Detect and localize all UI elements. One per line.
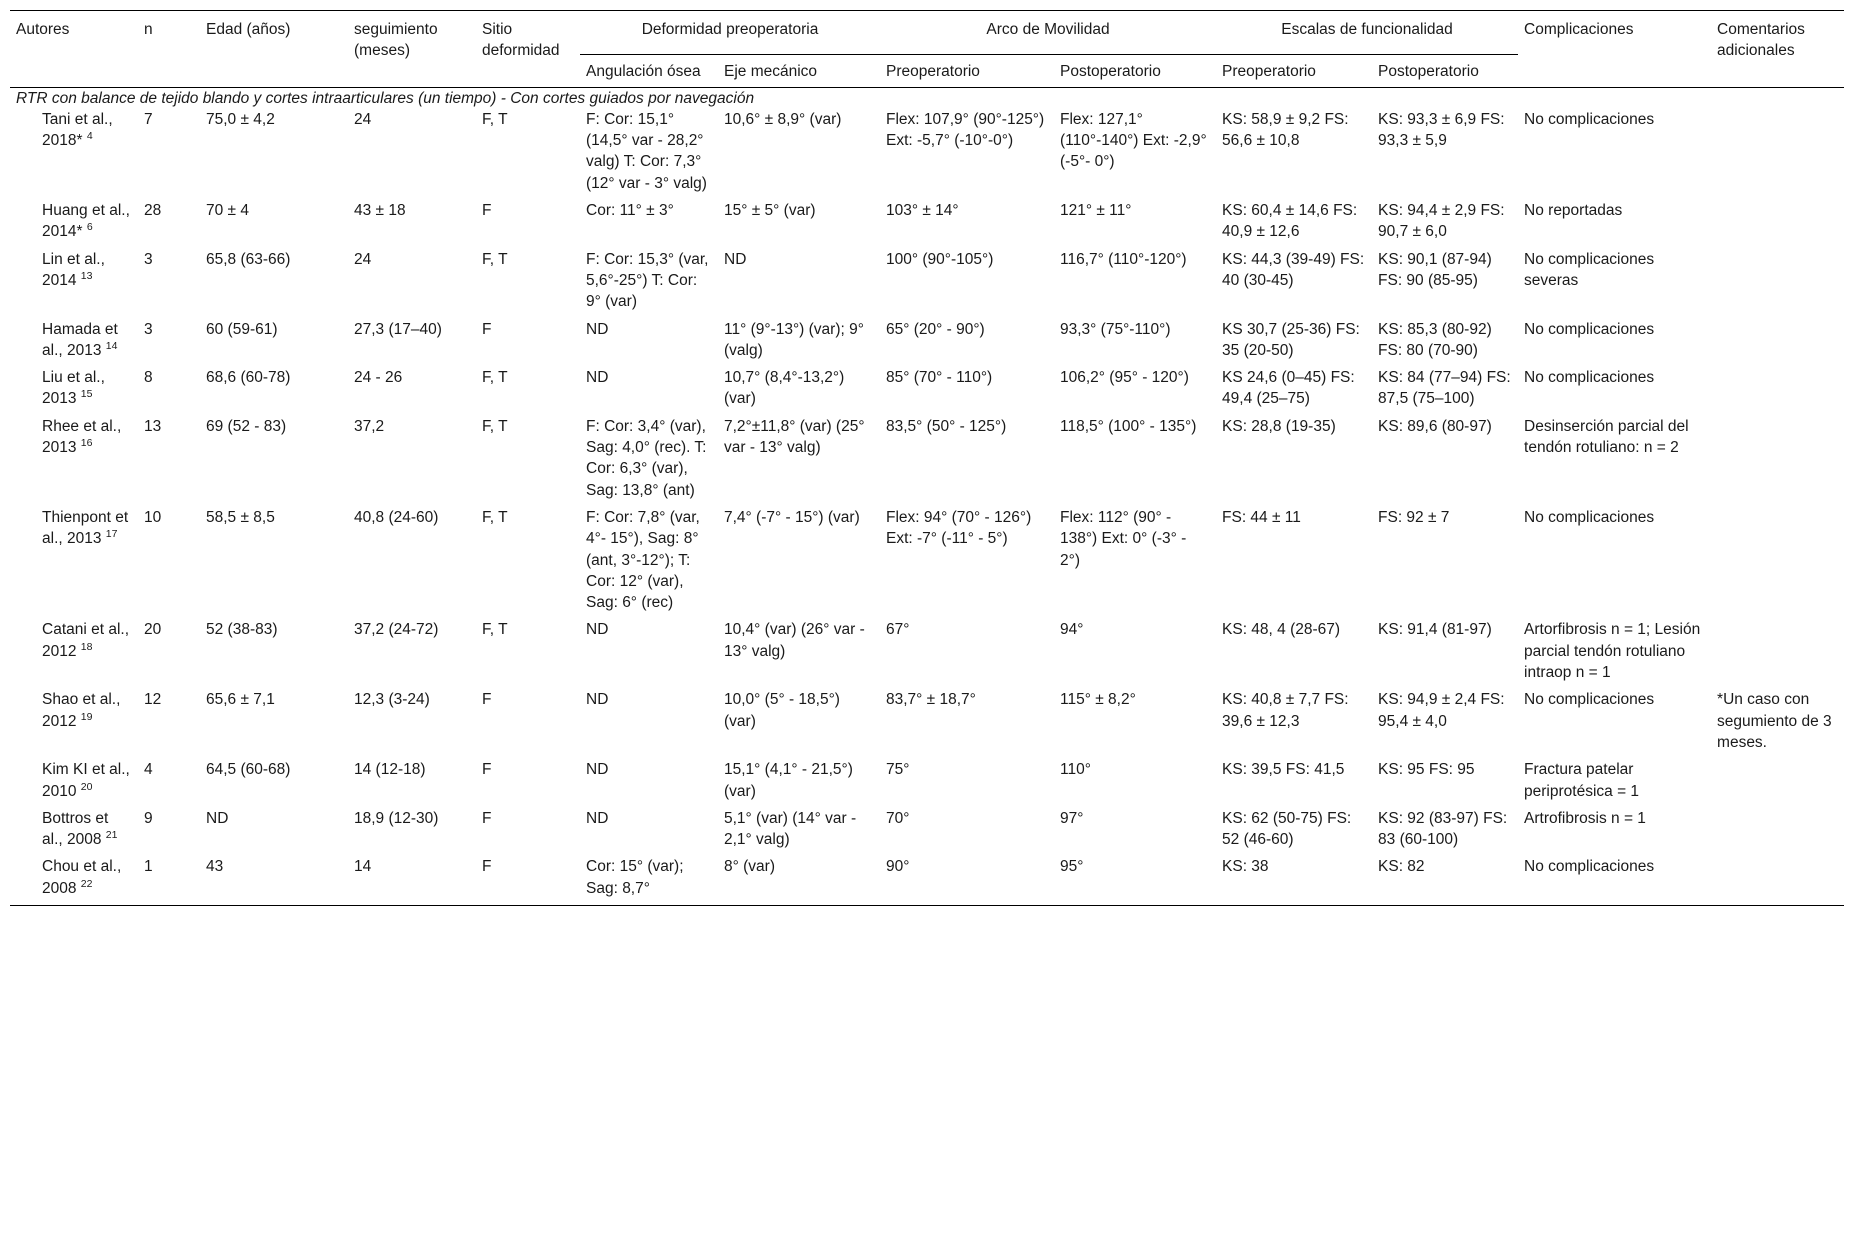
cell-arco-pre: 75° (886, 761, 910, 779)
reference-number: 20 (80, 780, 93, 793)
cell-angulacion: ND (586, 621, 609, 639)
table-row (10, 319, 1844, 368)
cell-complicaciones: Artrofibrosis n = 1 (1524, 809, 1646, 827)
reference-number: 13 (80, 269, 93, 282)
header-n: n (144, 21, 153, 38)
cell-autor (10, 109, 138, 200)
cell-n: 4 (144, 761, 153, 779)
autor-text: Liu et al., 2013 (42, 369, 105, 408)
cell-arco-post: 116,7° (110°-120°) (1060, 250, 1187, 268)
cell-seguimiento: 18,9 (12-30) (354, 809, 439, 827)
cell-escala-pre: KS: 58,9 ± 9,2 FS: 56,6 ± 10,8 (1222, 110, 1349, 150)
cell-escala-pre: KS: 48, 4 (28-67) (1222, 621, 1341, 639)
cell-comentarios: *Un caso con segumiento de 3 meses. (1717, 691, 1832, 751)
reference-number: 19 (80, 710, 93, 723)
cell-arco-post: 121° ± 11° (1060, 202, 1132, 220)
cell-n: 8 (144, 369, 153, 387)
table-row (10, 808, 1844, 857)
header-escala-pre: Preoperatorio (1222, 63, 1316, 81)
header-arco-post: Postoperatorio (1060, 63, 1161, 81)
cell-escala-post: KS: 84 (77–94) FS: 87,5 (75–100) (1378, 369, 1511, 408)
cell-autor (10, 808, 138, 857)
cell-angulacion: Cor: 15° (var); Sag: 8,7° (586, 858, 684, 897)
cell-n: 10 (144, 508, 162, 526)
cell-escala-post: KS: 95 FS: 95 (1378, 761, 1475, 779)
cell-arco-post: 110° (1060, 761, 1091, 779)
cell-eje: 10,7° (8,4°-13,2°) (var) (724, 369, 845, 408)
cell-arco-pre: 83,5° (50° - 125°) (886, 417, 1007, 435)
cell-eje: 10,6° ± 8,9° (var) (724, 110, 842, 128)
header-deformidad: Deformidad preoperatoria (580, 11, 880, 55)
header-escalas: Escalas de funcionalidad (1216, 11, 1518, 55)
cell-escala-post: KS: 93,3 ± 6,9 FS: 93,3 ± 5,9 (1378, 110, 1505, 150)
cell-seguimiento: 40,8 (24-60) (354, 508, 439, 526)
cell-arco-pre: Flex: 94° (70° - 126°) Ext: -7° (-11° - 5°) (886, 508, 1032, 548)
reference-number: 14 (105, 339, 118, 352)
autor-text: Bottros et al., 2008 (42, 809, 109, 849)
results-table (10, 10, 1844, 906)
header-edad: Edad (años) (206, 21, 291, 38)
cell-comentarios (1711, 808, 1844, 857)
cell-escala-pre: KS: 38 (1222, 858, 1269, 876)
cell-comentarios (1711, 200, 1844, 249)
cell-sitio: F (482, 202, 492, 220)
cell-arco-pre: Flex: 107,9° (90°-125°) Ext: -5,7° (-10°-0°) (886, 110, 1045, 150)
cell-arco-post: 93,3° (75°-110°) (1060, 320, 1171, 338)
cell-edad: 69 (52 - 83) (206, 417, 287, 435)
cell-edad: 43 (206, 858, 224, 876)
cell-edad: 65,8 (63-66) (206, 250, 291, 268)
cell-comentarios (1711, 507, 1844, 619)
table-row (10, 109, 1844, 200)
cell-edad: 58,5 ± 8,5 (206, 508, 275, 526)
cell-angulacion: F: Cor: 15,3° (var, 5,6°-25°) T: Cor: 9° (var) (586, 250, 709, 311)
cell-escala-pre: KS: 62 (50-75) FS: 52 (46-60) (1222, 809, 1352, 849)
cell-autor (10, 319, 138, 368)
cell-sitio: F, T (482, 417, 508, 435)
cell-arco-post: Flex: 127,1° (110°-140°) Ext: -2,9° (-5°- 0°) (1060, 110, 1207, 171)
cell-autor (10, 507, 138, 619)
autor-text: Hamada et al., 2013 (42, 320, 118, 359)
cell-angulacion: Cor: 11° ± 3° (586, 202, 674, 220)
header-arco: Arco de Movilidad (880, 11, 1216, 55)
cell-edad: 68,6 (60-78) (206, 369, 291, 387)
cell-seguimiento: 37,2 (24-72) (354, 621, 439, 639)
cell-complicaciones: No complicaciones (1524, 110, 1655, 128)
cell-arco-post: 115° ± 8,2° (1060, 691, 1136, 709)
cell-comentarios (1711, 856, 1844, 905)
table-row (10, 689, 1844, 759)
cell-complicaciones: Fractura patelar periprotésica = 1 (1524, 761, 1640, 800)
cell-complicaciones: Desinserción parcial del tendón rotuliano: n = 2 (1524, 417, 1689, 457)
cell-escala-post: KS: 90,1 (87-94) FS: 90 (85-95) (1378, 250, 1492, 289)
cell-escala-pre: KS: 44,3 (39-49) FS: 40 (30-45) (1222, 250, 1365, 289)
cell-escala-post: KS: 82 (1378, 858, 1425, 876)
cell-seguimiento: 24 - 26 (354, 369, 403, 387)
cell-sitio: F, T (482, 250, 508, 268)
autor-text: Tani et al., 2018* (42, 110, 113, 150)
cell-eje: 5,1° (var) (14° var - 2,1° valg) (724, 809, 857, 849)
table-row (10, 200, 1844, 249)
cell-seguimiento: 12,3 (3-24) (354, 691, 430, 709)
cell-comentarios (1711, 759, 1844, 808)
header-escala-post: Postoperatorio (1378, 63, 1479, 81)
autor-text: Chou et al., 2008 (42, 858, 122, 897)
cell-n: 7 (144, 110, 153, 128)
cell-comentarios (1711, 109, 1844, 200)
cell-eje: 7,4° (-7° - 15°) (var) (724, 508, 860, 526)
cell-escala-post: KS: 85,3 (80-92) FS: 80 (70-90) (1378, 320, 1492, 359)
cell-seguimiento: 37,2 (354, 417, 385, 435)
cell-complicaciones: No complicaciones (1524, 320, 1655, 338)
header-seguimiento: seguimiento (meses) (354, 21, 438, 60)
cell-escala-pre: KS 30,7 (25-36) FS: 35 (20-50) (1222, 320, 1360, 359)
reference-number: 18 (80, 640, 93, 653)
cell-eje: 10,4° (var) (26° var - 13° valg) (724, 621, 865, 660)
cell-arco-pre: 103° ± 14° (886, 202, 959, 220)
table-row (10, 856, 1844, 905)
cell-sitio: F (482, 858, 492, 876)
cell-complicaciones: No complicaciones (1524, 369, 1655, 387)
cell-escala-post: KS: 89,6 (80-97) (1378, 417, 1492, 435)
cell-arco-post: 106,2° (95° - 120°) (1060, 369, 1189, 387)
header-autores: Autores (16, 21, 70, 38)
cell-arco-post: Flex: 112° (90° - 138°) Ext: 0° (-3° - 2°) (1060, 508, 1187, 569)
header-complicaciones: Complicaciones (1524, 21, 1634, 38)
section-title: RTR con balance de tejido blando y cortes intraarticulares (un tiempo) - Con cortes guiados por navegación (16, 89, 755, 107)
cell-sitio: F, T (482, 621, 508, 639)
reference-number: 6 (86, 221, 93, 234)
cell-complicaciones: No complicaciones (1524, 508, 1655, 526)
cell-n: 12 (144, 691, 162, 709)
cell-angulacion: ND (586, 691, 609, 709)
cell-eje: 15,1° (4,1° - 21,5°) (var) (724, 761, 853, 800)
cell-angulacion: F: Cor: 3,4° (var), Sag: 4,0° (rec). T: Cor: 6,3° (var), Sag: 13,8° (ant) (586, 417, 707, 499)
cell-arco-pre: 67° (886, 621, 910, 639)
cell-angulacion: F: Cor: 15,1° (14,5° var - 28,2° valg) T: Cor: 7,3° (12° var - 3° valg) (586, 110, 707, 192)
reference-number: 17 (105, 528, 118, 541)
reference-number: 15 (80, 388, 93, 401)
cell-n: 3 (144, 320, 153, 338)
cell-n: 20 (144, 621, 162, 639)
cell-arco-post: 97° (1060, 809, 1084, 827)
cell-sitio: F, T (482, 508, 508, 526)
autor-text: Lin et al., 2014 (42, 250, 105, 289)
reference-number: 21 (105, 828, 118, 841)
table-row (10, 367, 1844, 416)
cell-escala-post: KS: 94,9 ± 2,4 FS: 95,4 ± 4,0 (1378, 691, 1505, 730)
cell-escala-pre: KS: 28,8 (19-35) (1222, 417, 1336, 435)
table-row (10, 507, 1844, 619)
cell-seguimiento: 14 (354, 858, 372, 876)
table-row (10, 416, 1844, 507)
reference-number: 16 (80, 436, 93, 449)
cell-escala-post: KS: 91,4 (81-97) (1378, 621, 1492, 639)
cell-sitio: F, T (482, 110, 508, 128)
header-comentarios: Comentarios adicionales (1717, 21, 1805, 60)
cell-autor (10, 416, 138, 507)
header-angulacion: Angulación ósea (586, 63, 701, 81)
cell-eje: 10,0° (5° - 18,5°) (var) (724, 691, 840, 730)
cell-autor (10, 856, 138, 905)
cell-angulacion: ND (586, 809, 609, 827)
cell-arco-pre: 85° (70° - 110°) (886, 369, 993, 387)
cell-seguimiento: 27,3 (17–40) (354, 320, 442, 338)
cell-comentarios (1711, 319, 1844, 368)
table-header (10, 11, 1844, 88)
cell-n: 28 (144, 202, 162, 220)
table-body (10, 87, 1844, 905)
cell-n: 3 (144, 250, 153, 268)
header-arco-pre: Preoperatorio (886, 63, 980, 81)
cell-edad: 65,6 ± 7,1 (206, 691, 275, 709)
cell-edad: 60 (59-61) (206, 320, 278, 338)
cell-autor (10, 249, 138, 319)
cell-sitio: F (482, 761, 492, 779)
cell-angulacion: ND (586, 320, 609, 338)
autor-text: Huang et al., 2014* (42, 202, 130, 241)
cell-edad: 52 (38-83) (206, 621, 278, 639)
cell-eje: ND (724, 250, 747, 268)
cell-autor (10, 200, 138, 249)
cell-sitio: F (482, 320, 492, 338)
cell-seguimiento: 24 (354, 110, 372, 128)
header-eje: Eje mecánico (724, 63, 818, 81)
cell-n: 13 (144, 417, 162, 435)
cell-escala-post: KS: 92 (83-97) FS: 83 (60-100) (1378, 809, 1508, 849)
cell-escala-pre: KS: 39,5 FS: 41,5 (1222, 761, 1345, 779)
cell-comentarios (1711, 416, 1844, 507)
cell-escala-pre: KS: 40,8 ± 7,7 FS: 39,6 ± 12,3 (1222, 691, 1349, 730)
table-row (10, 759, 1844, 808)
cell-arco-pre: 83,7° ± 18,7° (886, 691, 976, 709)
cell-escala-pre: FS: 44 ± 11 (1222, 508, 1301, 526)
cell-escala-pre: KS 24,6 (0–45) FS: 49,4 (25–75) (1222, 369, 1355, 408)
autor-text: Catani et al., 2012 (42, 621, 130, 660)
cell-complicaciones: No complicaciones (1524, 691, 1655, 709)
cell-comentarios (1711, 367, 1844, 416)
cell-comentarios (1711, 619, 1844, 689)
autor-text: Kim KI et al., 2010 (42, 761, 130, 800)
cell-complicaciones: Artorfibrosis n = 1; Lesión parcial tendón rotuliano intraop n = 1 (1524, 621, 1701, 682)
cell-complicaciones: No complicaciones (1524, 858, 1655, 876)
cell-eje: 11° (9°-13°) (var); 9° (valg) (724, 320, 864, 359)
cell-arco-pre: 100° (90°-105°) (886, 250, 994, 268)
cell-comentarios (1711, 249, 1844, 319)
cell-eje: 8° (var) (724, 858, 775, 876)
cell-angulacion: ND (586, 761, 609, 779)
table-row (10, 249, 1844, 319)
cell-arco-post: 94° (1060, 621, 1084, 639)
cell-arco-post: 95° (1060, 858, 1084, 876)
cell-escala-post: KS: 94,4 ± 2,9 FS: 90,7 ± 6,0 (1378, 202, 1505, 241)
cell-arco-pre: 70° (886, 809, 910, 827)
cell-edad: 75,0 ± 4,2 (206, 110, 275, 128)
cell-sitio: F (482, 691, 492, 709)
cell-escala-post: FS: 92 ± 7 (1378, 508, 1450, 526)
header-sitio: Sitio deformidad (482, 21, 560, 60)
cell-seguimiento: 43 ± 18 (354, 202, 406, 220)
cell-seguimiento: 14 (12-18) (354, 761, 426, 779)
cell-escala-pre: KS: 60,4 ± 14,6 FS: 40,9 ± 12,6 (1222, 202, 1358, 241)
cell-autor (10, 619, 138, 689)
table-row (10, 619, 1844, 689)
cell-autor (10, 689, 138, 759)
cell-autor (10, 759, 138, 808)
cell-sitio: F (482, 809, 492, 827)
cell-edad: 64,5 (60-68) (206, 761, 291, 779)
cell-arco-pre: 90° (886, 858, 910, 876)
cell-angulacion: F: Cor: 7,8° (var, 4°- 15°), Sag: 8°(ant, 3°-12°); T: Cor: 12° (var), Sag: 6° (rec) (586, 508, 700, 612)
cell-angulacion: ND (586, 369, 609, 387)
cell-edad: 70 ± 4 (206, 202, 249, 220)
cell-autor (10, 367, 138, 416)
cell-complicaciones: No reportadas (1524, 202, 1623, 220)
cell-seguimiento: 24 (354, 250, 372, 268)
cell-edad: ND (206, 809, 229, 827)
autor-text: Rhee et al., 2013 (42, 417, 122, 457)
reference-number: 22 (80, 877, 93, 890)
cell-eje: 7,2°±11,8° (var) (25° var - 13° valg) (724, 417, 865, 457)
cell-sitio: F, T (482, 369, 508, 387)
autor-text: Shao et al., 2012 (42, 691, 121, 730)
cell-n: 9 (144, 809, 153, 827)
reference-number: 4 (86, 130, 93, 143)
cell-arco-pre: 65° (20° - 90°) (886, 320, 985, 338)
cell-complicaciones: No complicaciones severas (1524, 250, 1655, 289)
cell-n: 1 (144, 858, 153, 876)
cell-arco-post: 118,5° (100° - 135°) (1060, 417, 1197, 435)
cell-eje: 15° ± 5° (var) (724, 202, 816, 220)
autor-text: Thienpont et al., 2013 (42, 508, 129, 548)
